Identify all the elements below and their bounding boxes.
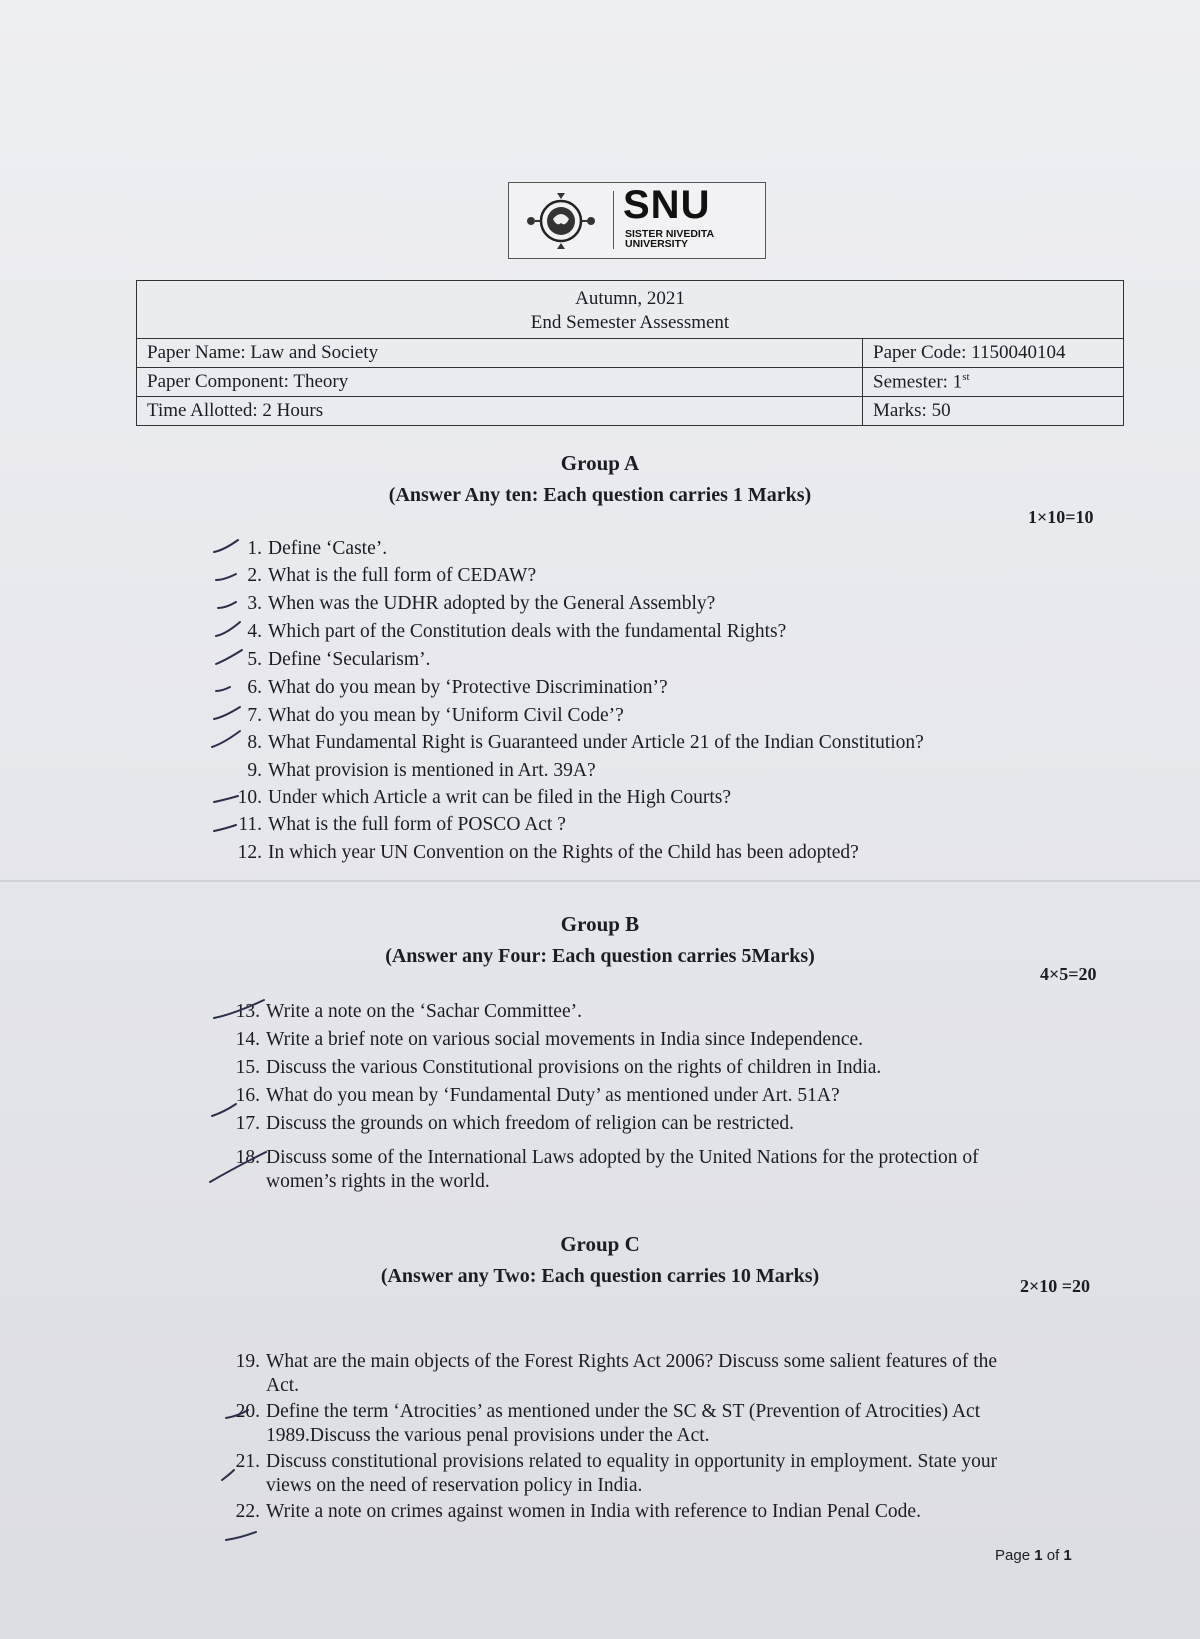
group-title: Group C — [560, 1232, 640, 1256]
question-number: 17. — [235, 1113, 260, 1134]
question-number: 10. — [237, 787, 262, 808]
paper-fold-line — [0, 880, 1200, 882]
question-number: 19. — [235, 1351, 260, 1372]
group-a-header — [0, 451, 1200, 507]
group-title: Group B — [560, 912, 640, 936]
question-text: In which year UN Convention on the Rights of the Child has been adopted? — [268, 842, 859, 863]
logo-subtitle — [625, 229, 761, 249]
question-item — [222, 1500, 921, 1524]
question-item — [224, 704, 624, 728]
question-text: What is the full form of POSCO Act ? — [268, 814, 566, 835]
page-prefix: Page — [995, 1547, 1031, 1564]
group-title: Group A — [560, 451, 640, 475]
page-total: 1 — [1063, 1547, 1072, 1564]
group-instruction: (Answer Any ten: Each question carries 1 Marks) — [388, 484, 812, 506]
question-text-continued: 1989.Discuss the various penal provisions under the Act. — [266, 1425, 710, 1446]
page-of: of — [1046, 1547, 1060, 1564]
question-text: Under which Article a writ can be filed in the High Courts? — [268, 787, 731, 808]
pen-tick-marks-icon — [206, 536, 266, 856]
question-text: When was the UDHR adopted by the General Assembly? — [268, 593, 716, 614]
question-item — [224, 813, 566, 837]
question-number: 2. — [247, 565, 262, 586]
question-number: 1. — [247, 538, 262, 559]
question-text: What do you mean by ‘Fundamental Duty’ as mentioned under Art. 51A? — [266, 1085, 840, 1106]
exam-info-table — [136, 280, 1124, 426]
question-text: What provision is mentioned in Art. 39A? — [268, 760, 596, 781]
question-number: 21. — [235, 1451, 260, 1472]
group-c-marks: 2×10 =20 — [1020, 1276, 1091, 1296]
question-number: 5. — [247, 649, 262, 670]
page-current: 1 — [1034, 1547, 1043, 1564]
question-number: 11. — [238, 814, 262, 835]
question-number: 13. — [235, 1001, 260, 1022]
logo-divider — [613, 191, 614, 249]
group-a-marks: 1×10=10 — [1028, 507, 1094, 527]
exam-assessment: End Semester Assessment — [530, 312, 730, 333]
pen-tick-marks-icon — [218, 1400, 288, 1550]
question-text: Write a brief note on various social movements in India since Independence. — [266, 1029, 864, 1050]
question-number: 18. — [235, 1147, 260, 1168]
question-number: 9. — [247, 760, 262, 781]
question-number: 22. — [235, 1501, 260, 1522]
paper-code: Paper Code: 1150040104 — [863, 339, 1124, 368]
question-item — [224, 620, 786, 644]
question-number: 12. — [237, 842, 262, 863]
question-text: Write a note on the ‘Sachar Committee’. — [266, 1001, 582, 1022]
question-item — [224, 759, 596, 783]
question-number: 4. — [247, 621, 262, 642]
question-number: 20. — [235, 1401, 260, 1422]
question-item — [222, 1146, 979, 1194]
group-b-marks: 4×5=20 — [1040, 964, 1097, 984]
question-text: Write a note on crimes against women in India with reference to Indian Penal Code. — [266, 1501, 921, 1522]
question-item — [224, 592, 715, 616]
question-item — [222, 1056, 881, 1080]
group-instruction: (Answer any Four: Each question carries 5Marks) — [385, 945, 815, 967]
university-emblem-icon — [519, 189, 603, 251]
question-text: Discuss the various Constitutional provisions on the rights of children in India. — [266, 1057, 882, 1078]
logo-subtitle-line1: SISTER NIVEDITA — [625, 228, 715, 240]
question-text: Define ‘Caste’. — [268, 538, 388, 559]
question-text: What is the full form of CEDAW? — [268, 565, 537, 586]
question-item — [222, 1450, 997, 1498]
question-item — [222, 1400, 980, 1448]
question-number: 14. — [235, 1029, 260, 1050]
semester: Semester: 1 — [873, 371, 963, 393]
question-number: 6. — [247, 677, 262, 698]
question-text: Which part of the Constitution deals with the fundamental Rights? — [268, 621, 787, 642]
question-text: Discuss constitutional provisions related to equality in opportunity in employment. State your — [266, 1451, 998, 1472]
paper-component: Paper Component: Theory — [137, 368, 863, 397]
exam-title-cell — [137, 281, 1124, 339]
question-item — [222, 1028, 863, 1052]
question-item — [222, 1350, 997, 1398]
group-b-header — [0, 912, 1200, 968]
question-item — [224, 564, 536, 588]
question-text: What do you mean by ‘Uniform Civil Code’? — [268, 705, 624, 726]
question-item — [222, 1112, 794, 1136]
question-text: Define ‘Secularism’. — [268, 649, 431, 670]
question-number: 7. — [247, 705, 262, 726]
semester-cell — [863, 368, 1124, 397]
paper-name: Paper Name: Law and Society — [137, 339, 863, 368]
total-marks: Marks: 50 — [863, 397, 1124, 426]
page-number — [995, 1547, 1072, 1564]
question-number: 16. — [235, 1085, 260, 1106]
university-logo — [508, 182, 766, 259]
question-number: 3. — [247, 593, 262, 614]
question-item — [224, 786, 731, 810]
pen-tick-marks-icon — [204, 996, 284, 1186]
question-text-continued: views on the need of reservation policy in India. — [266, 1475, 643, 1496]
question-text: Discuss the grounds on which freedom of religion can be restricted. — [266, 1113, 794, 1134]
question-number: 8. — [247, 732, 262, 753]
question-item — [224, 676, 668, 700]
logo-title: SNU — [623, 183, 711, 227]
question-text: What Fundamental Right is Guaranteed under Article 21 of the Indian Constitution? — [268, 732, 924, 753]
logo-subtitle-line2: UNIVERSITY — [625, 238, 689, 250]
semester-sup: st — [962, 370, 970, 383]
time-allotted: Time Allotted: 2 Hours — [137, 397, 863, 426]
question-text: Discuss some of the International Laws adopted by the United Nations for the protection of — [266, 1147, 979, 1168]
question-text-continued: women’s rights in the world. — [266, 1171, 490, 1192]
question-item — [224, 731, 924, 755]
question-text: What do you mean by ‘Protective Discrimination’? — [268, 677, 668, 698]
question-item — [224, 841, 859, 865]
exam-session: Autumn, 2021 — [575, 288, 685, 309]
question-text: What are the main objects of the Forest Rights Act 2006? Discuss some salient features of the — [266, 1351, 998, 1372]
question-number: 15. — [235, 1057, 260, 1078]
question-text: Define the term ‘Atrocities’ as mentioned under the SC & ST (Prevention of Atrocities) Act — [266, 1401, 981, 1422]
group-instruction: (Answer any Two: Each question carries 10 Marks) — [380, 1265, 820, 1287]
question-text-continued: Act. — [266, 1375, 300, 1396]
question-item — [222, 1084, 840, 1108]
